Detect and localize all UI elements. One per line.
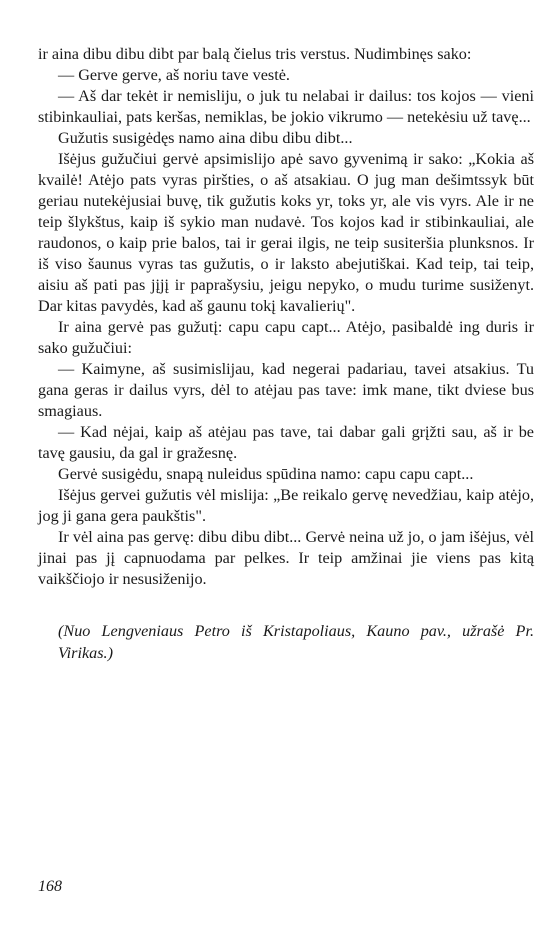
paragraph: — Aš dar tekėt ir nemisliju, o juk tu nelabai ir dailus: tos kojos — vieni stibinkauliai, pats keršas, nemiklas, be jokio vikrumo — netekėsiu už tavę...	[38, 87, 534, 126]
paragraph: Išėjus gužučiui gervė apsimislijo apė savo gyvenimą ir sako: „Kokia aš kvailė! Atėjo pats vyras piršties, o aš atsakiau. O jug man dešimtssyk būt geriau nutekėjusiai buvę, tik gužutis koks yr, toks yr, ale vis vyrs. Ale ir ne teip šlykštus, kaip iš sykio man nudavė. Tos kojos kad ir stibinkauliai, ale raudonos, o kaip prie balos, tai ir gerai ilgis, ne teip susiteršia plunksnos. Ir iš viso šaunus vyras tas gužutis, o ir laksto abejutiškai. Kad teip, tai teip, aisiu aš pati pas jįjį ir paprašysiu, jeigu nepyko, o mudu turime susiženyt. Dar kitas pavydės, kad aš gaunu tokį kavalierių".	[38, 150, 534, 315]
paragraph: Ir aina gervė pas gužutį: capu capu capt... Atėjo, pasibaldė ing duris ir sako gužučiui:	[38, 318, 534, 357]
page-number: 168	[38, 878, 62, 895]
paragraph: Išėjus gervei gužutis vėl mislija: „Be reikalo gervę nevedžiau, kaip atėjo, jog ji gana gera paukštis".	[38, 486, 534, 525]
paragraph: Gužutis susigėdęs namo aina dibu dibu dibt...	[58, 129, 353, 147]
story-text	[38, 44, 534, 590]
paragraph: — Kad nėjai, kaip aš atėjau pas tave, tai dabar gali grįžti sau, aš ir be tavę gausiu, da gal ir gražesnę.	[38, 423, 534, 462]
paragraph: — Kaimyne, aš susimislijau, kad negerai padariau, tavei atsakius. Tu gana geras ir dailus vyrs, dėl to atėjau pas tave: imk mane, tikt dviese bus smagiaus.	[38, 360, 534, 420]
source-note: (Nuo Lengveniaus Petro iš Kristapoliaus, Kauno pav., užrašė Pr. Virikas.)	[58, 622, 534, 662]
paragraph: Gervė susigėdu, snapą nuleidus spūdina namo: capu capu capt...	[58, 465, 474, 483]
paragraph: — Gerve gerve, aš noriu tave vestė.	[58, 66, 290, 84]
paragraph: ir aina dibu dibu dibt par balą čielus tris verstus. Nudimbinęs sako:	[38, 45, 472, 63]
paragraph: Ir vėl aina pas gervę: dibu dibu dibt... Gervė neina už jo, o jam išėjus, vėl jinai pas jį capnuodama par pelkes. Ir teip amžinai jie viens pas kitą vaikščiojo ir nesusiženijo.	[38, 528, 534, 588]
